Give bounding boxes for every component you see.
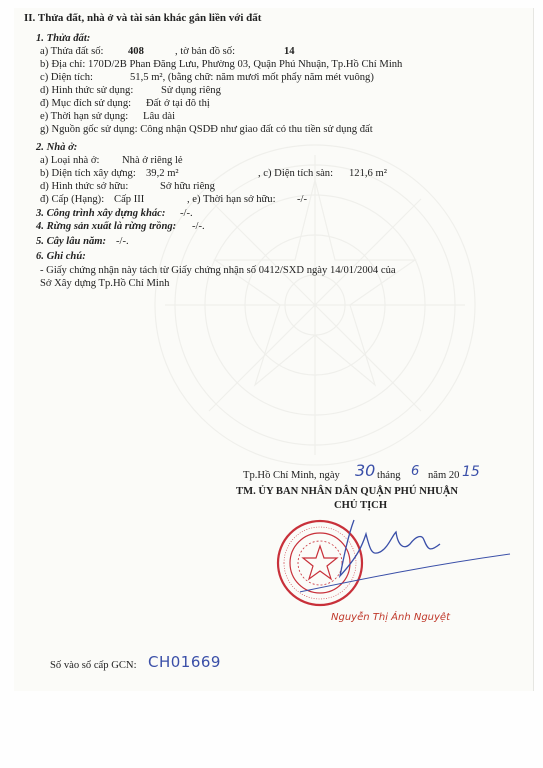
notes-heading: 6. Ghi chú: [36, 251, 86, 262]
house-ownership-label: d) Hình thức sở hữu: [40, 181, 129, 192]
planted-forest-value: -/-. [192, 221, 205, 232]
notes-line-1: - Giấy chứng nhận này tách từ Giấy chứng nhận số 0412/SXD ngày 14/01/2004 của [40, 265, 396, 276]
house-grade-value: Cấp III [114, 194, 145, 205]
house-type-label: a) Loại nhà ở: [40, 155, 100, 166]
land-area-value: 51,5 m², (bằng chữ: năm mươi mốt phẩy năm mét vuông) [130, 72, 374, 83]
notes-line-2: Sở Xây dựng Tp.Hồ Chí Minh [40, 278, 170, 289]
land-parcel-number: 408 [128, 46, 144, 57]
signing-position: CHỦ TỊCH [334, 500, 388, 511]
land-address: b) Địa chỉ: 170D/2B Phan Đăng Lưu, Phường 03, Quận Phú Nhuận, Tp.Hồ Chí Minh [40, 59, 403, 70]
land-heading: 1. Thửa đất: [36, 33, 91, 44]
land-purpose-value: Đất ở tại đô thị [146, 98, 210, 109]
house-build-area-label: b) Diện tích xây dựng: [40, 168, 136, 179]
land-purpose-label: đ) Mục đích sử dụng: [40, 98, 132, 109]
section-title: II. Thửa đất, nhà ở và tài sản khác gắn liền với đất [24, 12, 262, 24]
planted-forest-label: 4. Rừng sản xuất là rừng trồng: [36, 221, 177, 232]
signer-name: Nguyễn Thị Ánh Nguyệt [331, 612, 451, 623]
other-construction-label: 3. Công trình xây dựng khác: [36, 208, 166, 219]
signing-place-date-prefix: Tp.Hồ Chí Minh, ngày [243, 470, 340, 481]
signing-day: 30 [355, 461, 376, 480]
registry-label: Số vào sổ cấp GCN: [50, 660, 137, 671]
land-map-label: , tờ bản đồ số: [175, 46, 236, 57]
signature-mark [300, 506, 520, 602]
house-heading: 2. Nhà ở: [36, 142, 78, 153]
signing-month: 6 [411, 464, 420, 479]
land-term-value: Lâu dài [143, 111, 176, 122]
house-grade-label: đ) Cấp (Hạng): [40, 194, 105, 205]
signing-year: 15 [462, 464, 480, 480]
signing-authority: TM. ỦY BAN NHÂN DÂN QUẬN PHÚ NHUẬN [236, 486, 459, 497]
house-term-label: , e) Thời hạn sở hữu: [187, 194, 276, 205]
signing-year-label: năm 20 [428, 470, 460, 481]
perennial-trees-value: -/-. [116, 236, 129, 247]
land-usage-form-label: d) Hình thức sử dụng: [40, 85, 134, 96]
signing-month-label: tháng [377, 470, 401, 481]
perennial-trees-label: 5. Cây lâu năm: [36, 236, 107, 247]
land-map-number: 14 [284, 46, 295, 57]
house-floor-area-value: 121,6 m² [349, 168, 387, 179]
house-ownership-value: Sở hữu riêng [160, 181, 215, 192]
land-a-label: a) Thửa đất số: [40, 46, 104, 57]
house-build-area-value: 39,2 m² [146, 168, 179, 179]
other-construction-value: -/-. [180, 208, 193, 219]
house-floor-area-label: , c) Diện tích sàn: [258, 168, 334, 179]
registry-number: CH01669 [148, 653, 221, 671]
land-area-label: c) Diện tích: [40, 72, 93, 83]
house-type-value: Nhà ở riêng lẻ [122, 155, 183, 166]
land-origin: g) Nguồn gốc sử dụng: Công nhận QSDĐ như giao đất có thu tiền sử dụng đất [40, 124, 373, 135]
house-term-value: -/- [297, 194, 307, 205]
land-usage-form-value: Sử dụng riêng [161, 85, 221, 96]
land-term-label: e) Thời hạn sử dụng: [40, 111, 129, 122]
